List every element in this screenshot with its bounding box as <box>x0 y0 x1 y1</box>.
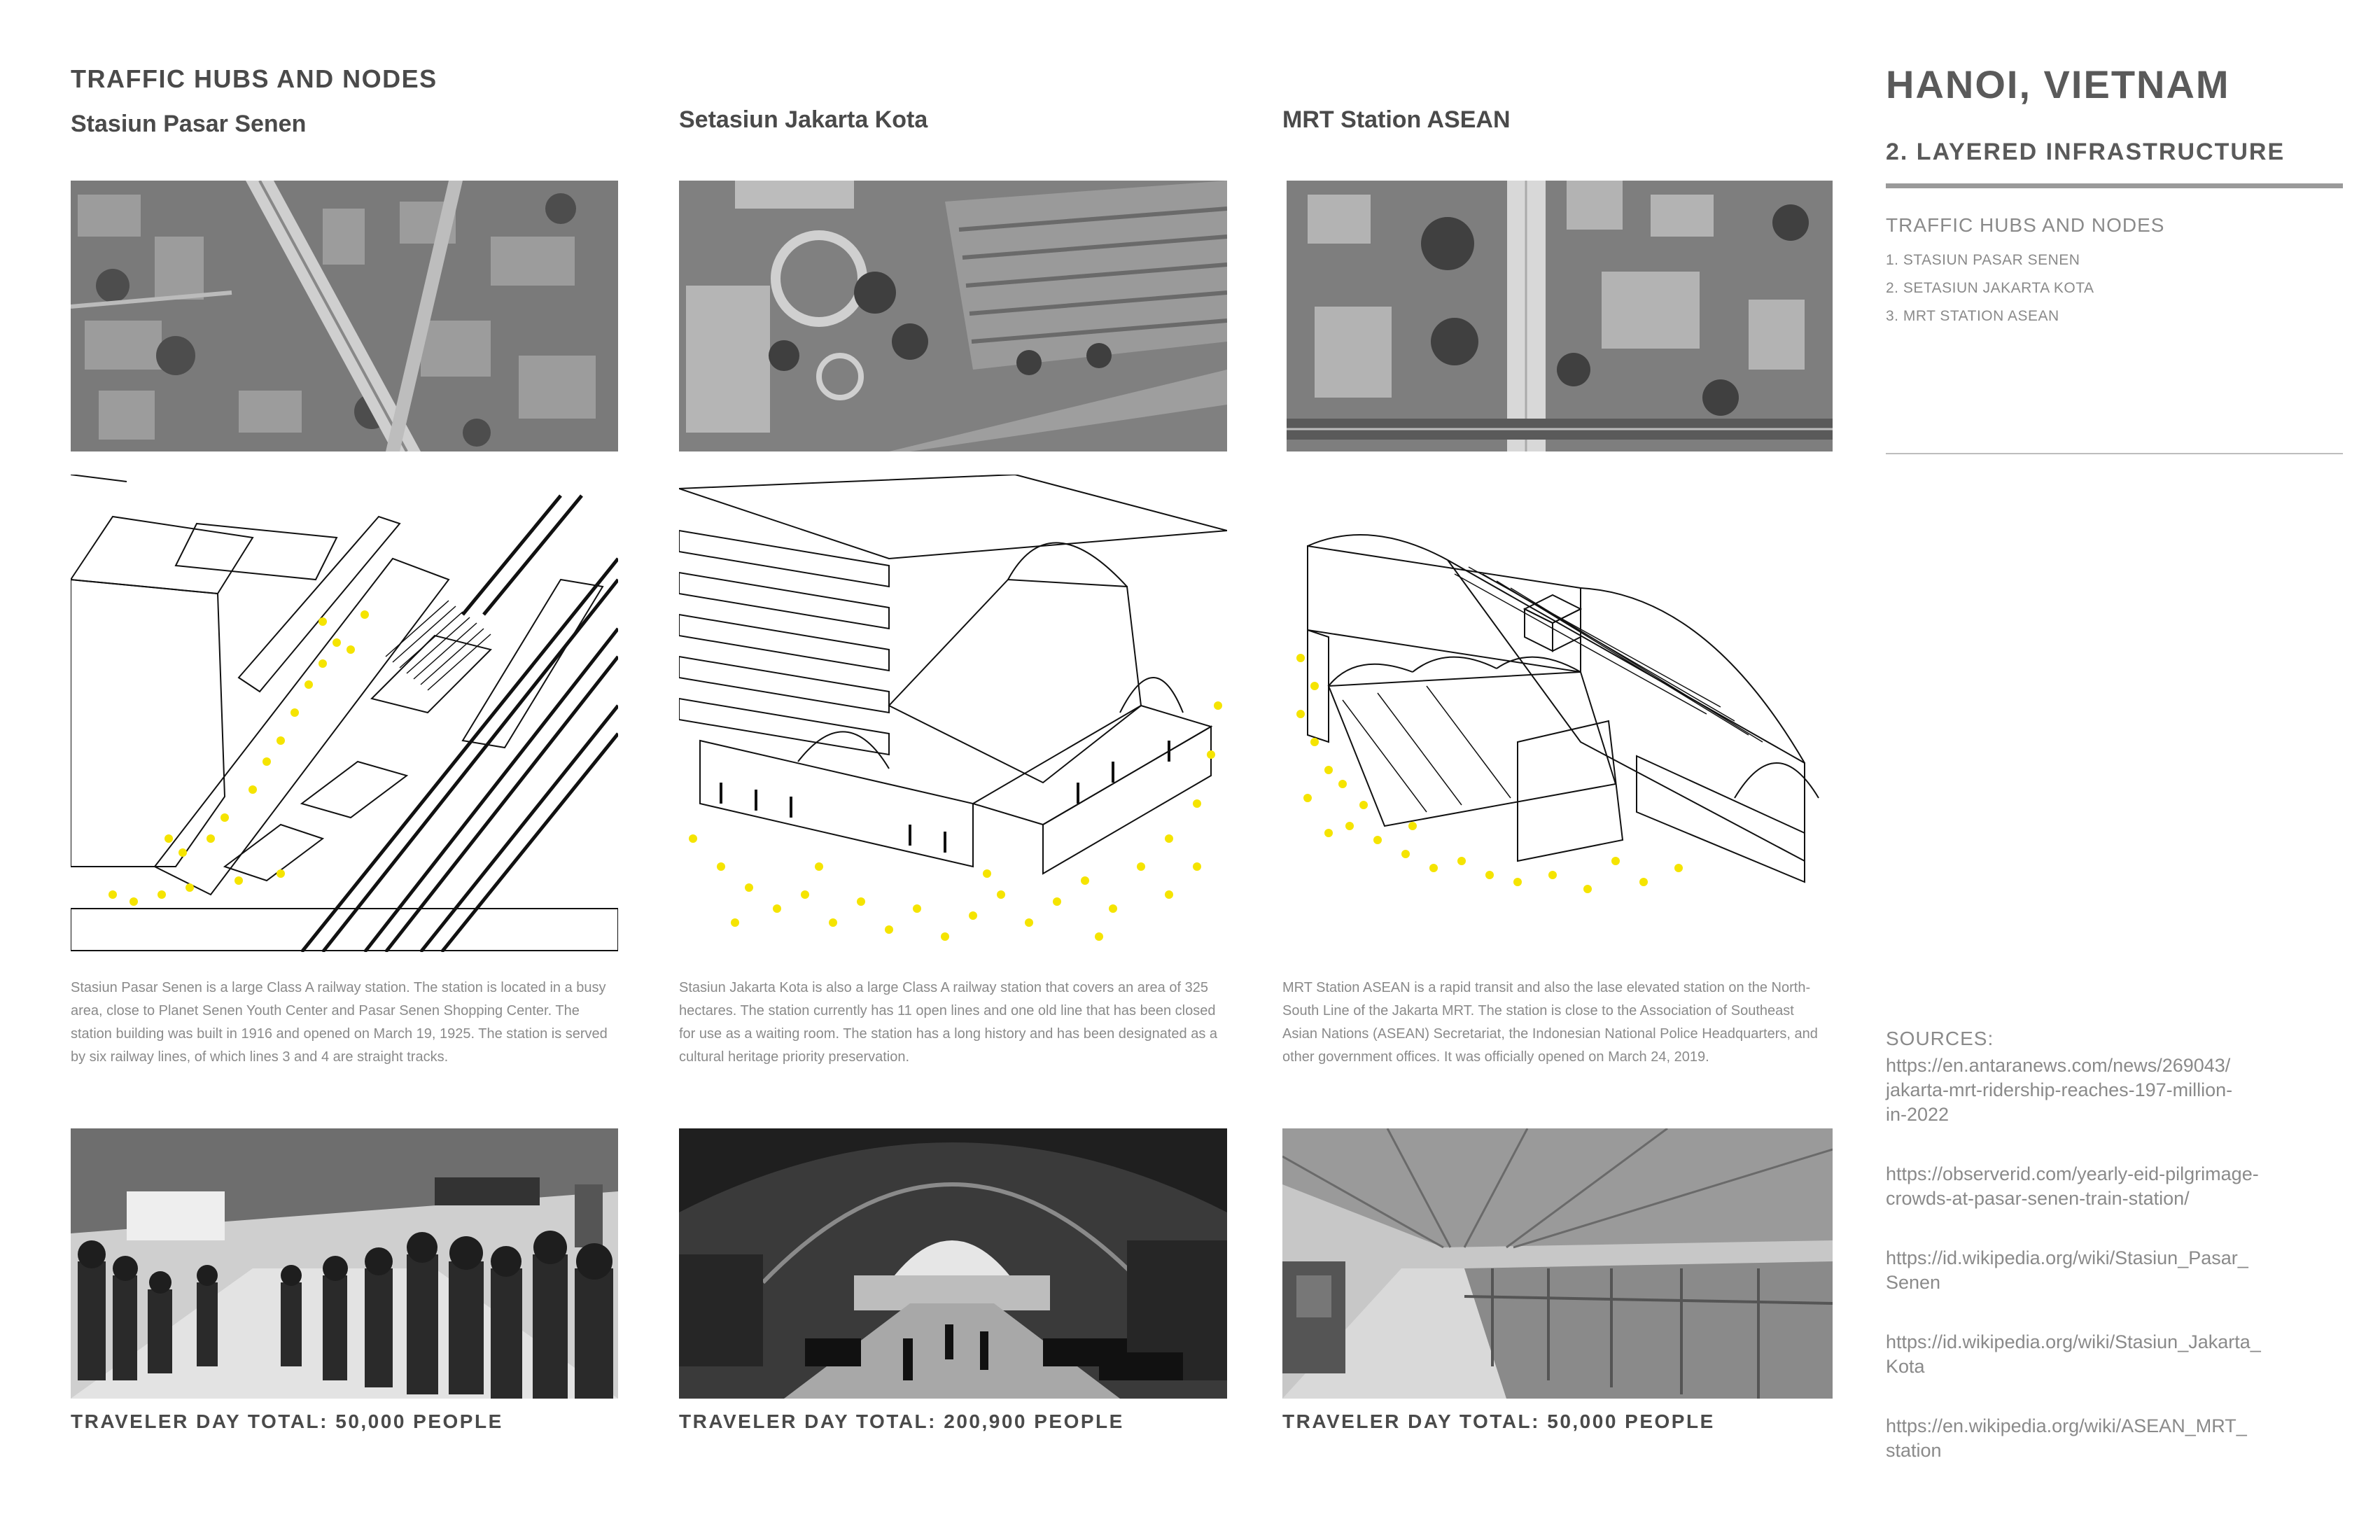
source-link-line: https://en.antaranews.com/news/269043/ <box>1886 1055 2231 1076</box>
traveler-total-jakarta-kota: TRAVELER DAY TOTAL: 200,900 PEOPLE <box>679 1410 1124 1432</box>
traveler-total-mrt-asean: TRAVELER DAY TOTAL: 50,000 PEOPLE <box>1282 1410 1715 1432</box>
source-link-line: https://observerid.com/yearly-eid-pilgrimage- <box>1886 1163 2259 1184</box>
section-label: TRAFFIC HUBS AND NODES <box>71 64 438 93</box>
source-link-line: https://id.wikipedia.org/wiki/Stasiun_Jakarta_ <box>1886 1331 2261 1352</box>
sidebar-title: HANOI, VIETNAM <box>1886 62 2230 106</box>
sidebar-subtitle: 2. LAYERED INFRASTRUCTURE <box>1886 139 2286 165</box>
source-link-line: in-2022 <box>1886 1104 1949 1125</box>
source-link[interactable] <box>1886 1162 2334 1211</box>
source-link[interactable] <box>1886 1054 2334 1127</box>
source-link[interactable] <box>1886 1414 2334 1463</box>
sidebar-list <box>1886 246 2094 330</box>
photo-jakarta-kota <box>679 1128 1227 1399</box>
traveler-total-pasar-senen: TRAVELER DAY TOTAL: 50,000 PEOPLE <box>71 1410 503 1432</box>
source-link-line: station <box>1886 1440 1942 1461</box>
sidebar-item-pasar-senen: 1. STASIUN PASAR SENEN <box>1886 252 2080 268</box>
sidebar-divider <box>1886 183 2343 188</box>
sources-heading: SOURCES: <box>1886 1028 1994 1049</box>
photo-pasar-senen <box>71 1128 618 1399</box>
description-mrt-asean: MRT Station ASEAN is a rapid transit and also the lase elevated station on the North-South Line of the Jakarta MRT. The station is close to the Association of Southeast Asian Nations (ASEAN) Secretariat, the Indonesian National Police Headquarters, and other government offices. It was officially opened on March 24, 2019. <box>1282 980 1818 1065</box>
satellite-image-mrt-asean <box>1287 181 1833 451</box>
satellite-image-pasar-senen <box>71 181 618 451</box>
sources-list <box>1886 1054 2334 1498</box>
satellite-image-jakarta-kota <box>679 181 1227 451</box>
column-title-pasar-senen: Stasiun Pasar Senen <box>71 111 307 137</box>
source-link-line: https://en.wikipedia.org/wiki/ASEAN_MRT_ <box>1886 1415 2247 1436</box>
description-pasar-senen: Stasiun Pasar Senen is a large Class A railway station. The station is located in a busy area, close to Planet Senen Youth Center and Pasar Senen Shopping Center. The station building was built in 1916 and opened on March 19, 1925. The station is served by six railway lines, of which lines 3 and 4 are straight tracks. <box>71 980 608 1065</box>
sidebar-item-jakarta-kota: 2. SETASIUN JAKARTA KOTA <box>1886 280 2094 296</box>
source-link-line: jakarta-mrt-ridership-reaches-197-million- <box>1886 1079 2233 1100</box>
source-link-line: Senen <box>1886 1272 1941 1293</box>
photo-mrt-asean <box>1282 1128 1833 1399</box>
source-link[interactable] <box>1886 1330 2334 1379</box>
column-title-jakarta-kota: Setasiun Jakarta Kota <box>679 106 928 133</box>
source-link-line: Kota <box>1886 1356 1925 1377</box>
sidebar-list-heading: TRAFFIC HUBS AND NODES <box>1886 214 2165 236</box>
source-link-line: crowds-at-pasar-senen-train-station/ <box>1886 1188 2190 1209</box>
description-jakarta-kota: Stasiun Jakarta Kota is also a large Class A railway station that covers an area of 325 hectares. The station currently has 11 open lines and one old line that has been closed for use as a waiting room. The station has a long history and has been designated as a cultural heritage priority preservation. <box>679 980 1218 1065</box>
source-link[interactable] <box>1886 1246 2334 1295</box>
source-link-line: https://id.wikipedia.org/wiki/Stasiun_Pasar_ <box>1886 1247 2248 1268</box>
axonometric-drawing-pasar-senen <box>71 475 618 952</box>
column-title-mrt-asean: MRT Station ASEAN <box>1282 106 1511 133</box>
sidebar-item-mrt-asean: 3. MRT STATION ASEAN <box>1886 308 2059 324</box>
axonometric-drawing-jakarta-kota <box>679 475 1227 952</box>
axonometric-drawing-mrt-asean <box>1287 532 1833 896</box>
sidebar-thin-divider <box>1886 453 2343 454</box>
